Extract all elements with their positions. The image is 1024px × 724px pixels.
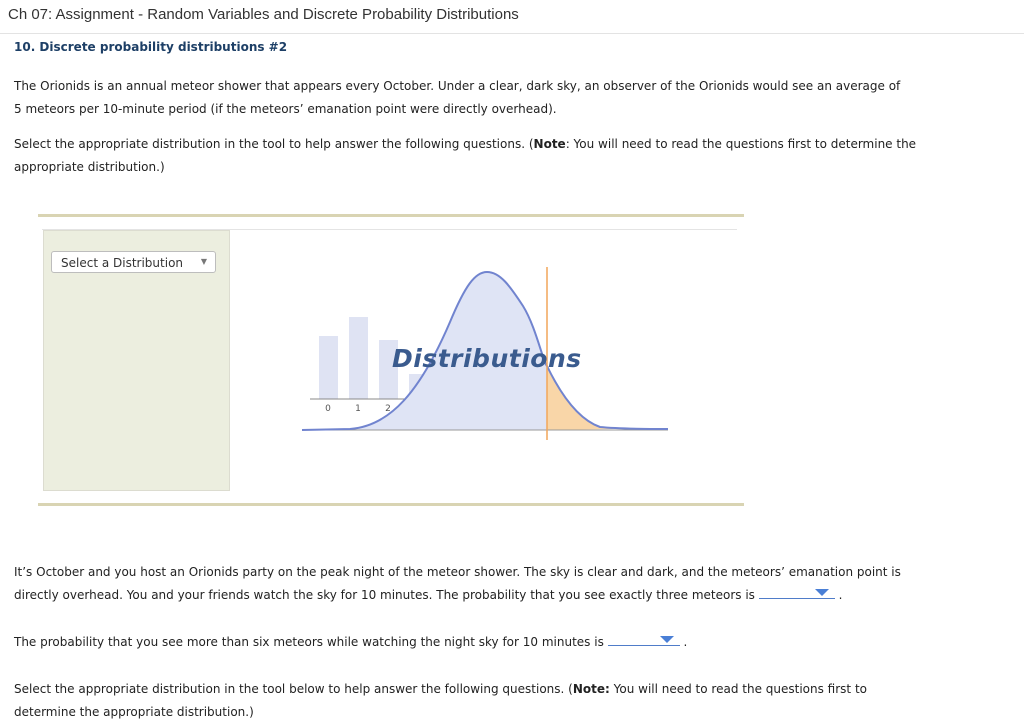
answer-dropdown-more-than-six[interactable]: [608, 631, 680, 646]
tick-1: 1: [355, 404, 361, 414]
select-distribution-dropdown[interactable]: [51, 251, 216, 273]
instructions-2-line-2: determine the appropriate distribution.): [14, 705, 254, 719]
question-1-line-1: It’s October and you host an Orionids party on the peak night of the meteor shower. The sky is clear and dark, and the meteors’ emanation point is: [14, 565, 901, 579]
instructions-paragraph-1: [14, 133, 916, 179]
intro-line-1: The Orionids is an annual meteor shower that appears every October. Under a clear, dark sky, an observer of the Orionids would see an average of: [14, 79, 901, 93]
dropdown-arrow-icon: [815, 589, 829, 596]
tick-0: 0: [325, 404, 331, 414]
distributions-logo-text: Distributions: [392, 344, 582, 373]
note-label: Note: [533, 137, 566, 151]
instructions-1-line-1: Select the appropriate distribution in the tool to help answer the following questions. (Note: You will need to read the questions first to determine the: [14, 137, 917, 151]
instructions-1-line-2: appropriate distribution.): [14, 160, 165, 174]
note-label-2: Note:: [572, 682, 610, 696]
question-2-paragraph: The probability that you see more than six meteors while watching the night sky for 10 minutes is .: [14, 631, 687, 654]
intro-paragraph: [14, 75, 900, 121]
question-title: 10. Discrete probability distributions #2: [14, 40, 288, 54]
question-1-line-2: directly overhead. You and your friends watch the sky for 10 minutes. The probability that you see exactly three meteors is .: [14, 584, 901, 607]
instructions-2-line-1: Select the appropriate distribution in the tool below to help answer the following questions. (Note: You will need to read the questions first to: [14, 682, 867, 696]
tool-bottom-border: [38, 503, 744, 506]
dropdown-arrow-icon: [660, 636, 674, 643]
answer-dropdown-exactly-three[interactable]: [759, 584, 835, 599]
bar-0: [319, 336, 338, 399]
select-distribution-label: Select a Distribution: [61, 256, 184, 270]
tick-2: 2: [385, 404, 391, 414]
assignment-header: [0, 0, 1024, 34]
intro-line-2: 5 meteors per 10-minute period (if the meteors’ emanation point were directly overhead).: [14, 102, 557, 116]
tool-top-border: [38, 214, 744, 217]
assignment-title: Ch 07: Assignment - Random Variables and Discrete Probability Distributions: [8, 6, 519, 23]
bar-1: [349, 317, 368, 399]
question-1-paragraph: [14, 561, 901, 607]
instructions-paragraph-2: [14, 678, 867, 724]
tail-area-fill: [547, 366, 615, 430]
chevron-down-icon: ▼: [200, 257, 207, 266]
